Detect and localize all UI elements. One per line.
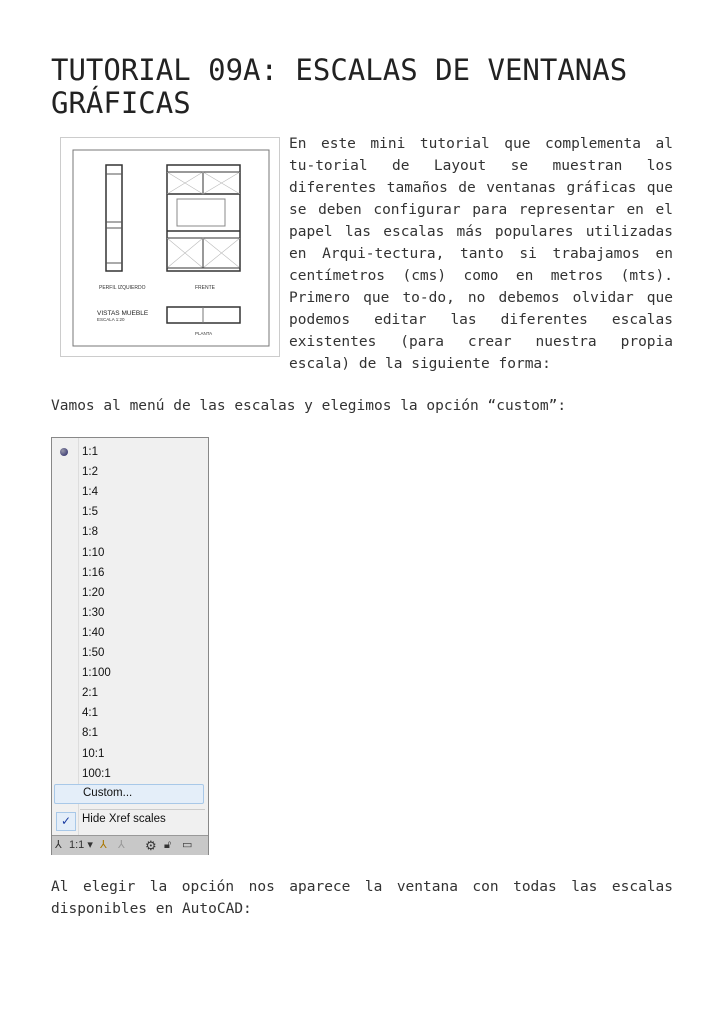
menu-separator [80,809,205,810]
scale-menu-item[interactable]: 1:1 [82,446,98,458]
scale-menu-item[interactable]: 1:20 [82,586,105,599]
scale-menu-item[interactable]: 1:30 [82,606,105,619]
custom-scale-menu-item[interactable] [54,784,204,804]
scale-menu [51,437,209,855]
radio-selected-icon [60,448,68,456]
scale-menu-item[interactable]: 4:1 [82,707,98,720]
menu-gutter [52,438,79,836]
scale-menu-item[interactable]: 1:5 [82,506,98,519]
scale-menu-item[interactable]: 1:100 [82,667,111,680]
scale-menu-item[interactable]: 2:1 [82,687,98,700]
svg-text:PERFIL IZQUIERDO: PERFIL IZQUIERDO [99,285,146,291]
lock-icon[interactable]: 🔓︎ [164,839,172,851]
svg-text:VISTAS MUEBLE: VISTAS MUEBLE [97,310,149,317]
custom-label: Custom... [83,787,133,799]
scale-menu-item[interactable]: 1:16 [82,566,105,579]
annotation-scale-icon[interactable]: ⅄ [55,839,62,851]
annotation-visibility-icon[interactable]: ⅄ [100,839,107,851]
scale-menu-item[interactable]: 1:8 [82,526,98,539]
checkmark-icon: ✓ [56,812,76,831]
page-title: TUTORIAL 09A: ESCALAS DE VENTANAS GRÁFICAS [51,53,628,120]
scale-menu-item[interactable]: 8:1 [82,727,98,740]
status-toolbar [52,835,208,855]
svg-text:PLANTA: PLANTA [195,331,213,336]
scale-menu-item[interactable]: 1:4 [82,486,98,499]
hide-xref-label: Hide Xref scales [82,813,166,825]
svg-text:ESCALA 1:20: ESCALA 1:20 [97,317,125,322]
svg-text:FRENTE: FRENTE [195,285,215,291]
instruction-paragraph: Vamos al menú de las escalas y elegimos la opción “custom”: [51,398,567,414]
scale-menu-item[interactable]: 1:50 [82,647,105,659]
hardware-acceleration-icon[interactable]: ▭ [182,839,193,851]
annotation-scale-dropdown[interactable]: 1:1 ▾ [69,839,93,851]
hide-xref-scales-menu-item[interactable] [54,811,204,831]
scale-menu-item[interactable]: 1:40 [82,626,105,639]
furniture-drawing-image [60,137,280,357]
scale-menu-item[interactable]: 1:10 [82,546,105,559]
scale-menu-item[interactable]: 1:2 [82,466,98,479]
scale-menu-item[interactable]: 100:1 [82,767,111,780]
workspace-gear-icon[interactable]: ⚙ [145,838,157,853]
auto-scale-icon[interactable]: ⅄ [118,839,125,851]
scale-menu-item[interactable]: 10:1 [82,747,105,760]
intro-paragraph: En este mini tutorial que complementa al tu-torial de Layout se muestran los diferentes tamaños de ventanas gráficas que se deben configurar para representar en el papel las escalas más populares utilizadas en Arqui-tectura, tanto si trabajamos en centímetros (cms) como en metros (mts). Primero que to-do, no debemos olvidar que podemos editar las diferentes escalas existentes (para crear nuestra propia escala) de la siguiente forma: [289,136,673,372]
toolbar-scale-value: 1:1 [69,839,85,851]
result-paragraph: Al elegir la opción nos aparece la ventana con todas las escalas disponibles en AutoCAD: [51,879,673,917]
